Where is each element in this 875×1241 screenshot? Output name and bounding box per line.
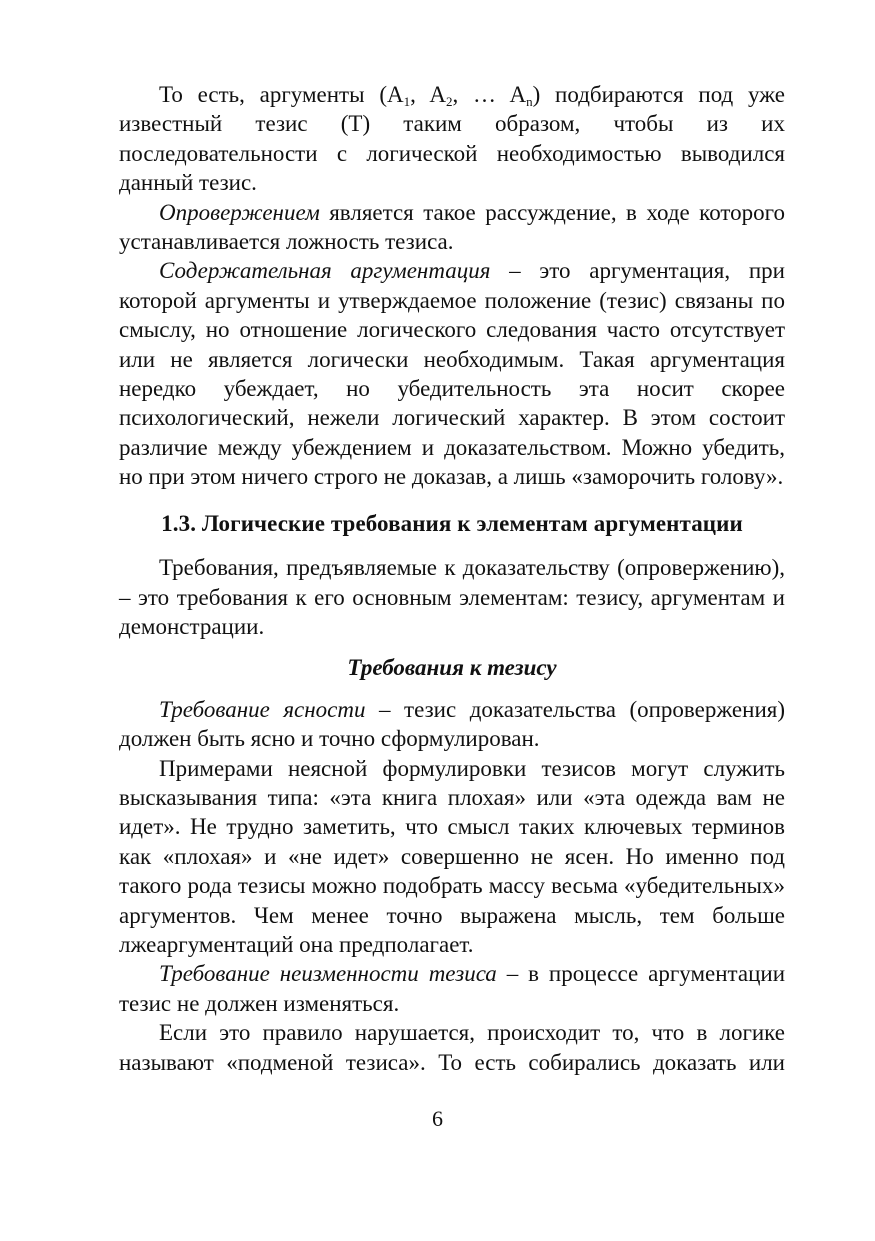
paragraph-clarity: [119, 695, 785, 754]
italic-term: Требование неизменности тезиса: [159, 961, 497, 987]
text-run: , … A: [452, 82, 527, 107]
paragraph-invariance: [119, 959, 785, 1018]
section-heading: 1.3. Логические требования к элементам аргументации: [161, 510, 743, 536]
paragraph-substitution: Если это правило нарушается, происходит то, что в логике называют «подменой тезиса». То есть собирались доказать или: [119, 1020, 785, 1075]
text-run: То есть, аргументы (A: [159, 82, 404, 107]
page-body: [119, 80, 785, 1077]
page-number: 6: [432, 1106, 443, 1131]
italic-term: Опровержением: [159, 199, 320, 225]
paragraph-examples: Примерами неясной формулировки тезисов могут служить высказывания типа: «эта книга плохая» или «эта одежда вам не идет». Не трудно заметить, что смысл таких ключевых терминов как «плохая» и «не идет» совершенно не ясен. Но именно под такого рода тезисы можно подобрать массу весьма «убедительных» аргументов. Чем менее точно выражена мысль, тем больше лжеаргументаций она предполагает.: [119, 755, 785, 957]
text-run: – тезис доказательства (опровержения) должен быть ясно и точно сформулирован.: [119, 696, 785, 752]
paragraph-requirements: Требования, предъявляемые к доказательству (опровержению), – это требования к его основным элементам: тезису, аргументам и демонстрации.: [119, 555, 785, 639]
text-run: ) подбираются под уже известный тезис (Т) таким образом, чтобы из их последовательности с логической необходимостью выводился данный тезис.: [119, 82, 786, 196]
paragraph-content-argumentation: [119, 256, 785, 491]
text-run: , A: [410, 82, 446, 107]
italic-term: Требование ясности: [159, 696, 366, 722]
text-run: – это аргументация, при которой аргументы и утверждаемое положение (тезис) связаны по смыслу, но отношение логического следования часто отсутствует или не является логически необходимым. Такая аргументация нередко убеждает, но убедительность эта носит скорее психологический, нежели логический характер. В этом состоит различие между убеждением и доказательством. Можно убедить, но при этом ничего строго не доказав, а лишь «заморочить голову».: [119, 258, 785, 490]
text-run: является такое рассуждение, в ходе которого устанавливается ложность тезиса.: [119, 199, 785, 255]
subscript: 2: [445, 94, 453, 109]
paragraph-arguments: [119, 80, 785, 198]
text-run: – в процессе аргументации тезис не должен изменяться.: [119, 961, 785, 1016]
subheading-thesis: Требования к тезису: [347, 655, 557, 681]
paragraph-refutation: [119, 198, 785, 257]
subscript: 1: [403, 94, 411, 109]
italic-term: Содержательная аргументация: [159, 258, 491, 284]
subscript: n: [526, 94, 533, 109]
